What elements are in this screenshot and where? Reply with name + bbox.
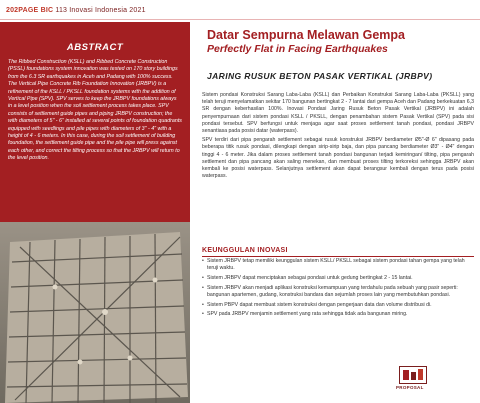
innovation-list bbox=[202, 258, 474, 321]
innovation-item: • Sistem JRBPV tetap memiliki keunggulan sistem KSLL/ PKSLL sebagai sistem pondasi tahan gempa yang telah teruji waktu. bbox=[202, 258, 474, 272]
body-paragraph-2: SPV terdiri dari pipa pengarah settlement sebagai rusuk konstruksi JRBPV berdiameter Ø5"-Ø 6" dipasang pada beberapa titik rusuk pondasi, dilengkapi dengan sirip-sirip baja, dan pipa pancang berdiameter Ø3" - Ø4" dengan tinggi 4 - 6 meter. Jika dalam proses settlement tanah pondasi bangunan terjadi kemiringan/ tilting, pipa pengarah settlement dan pipa pancang akan saling menekan, dan membuat proses tilting terkoreksi sehingga JRBPV akan kembali ke posisi waterpass. Selanjutnya settlement akan dapat berangsur kembali dengan terus pada posisi waterpass. bbox=[202, 137, 474, 180]
construction-photo bbox=[0, 222, 190, 403]
abstract-title: ABSTRACT bbox=[66, 42, 124, 53]
proposal-logo-icon bbox=[399, 366, 427, 384]
issue-label: 113 Inovasi Indonesia 2021 bbox=[55, 7, 146, 14]
innovation-item: • SPV pada JRBPV menjamin settlement yang rata sehingga tidak ada bangunan miring. bbox=[202, 311, 474, 318]
page-number: 202PAGE bbox=[6, 7, 39, 14]
header-meta bbox=[6, 7, 146, 14]
section-heading: JARING RUSUK BETON PASAK VERTIKAL (JRBPV) bbox=[207, 71, 433, 81]
foundation-grid-image bbox=[0, 222, 190, 403]
innovation-item: • Sistem JRBPV akan menjadi aplikasi konstruksi kemampuan yang terdahulu pada sebuah yang pasir seperti: bangunan apartemen, gudang, konstruksi bandara dan sejumlah proses lain yang membutuhkan pondasi. bbox=[202, 285, 474, 299]
page-header bbox=[0, 0, 480, 20]
innovation-heading: KEUNGGULAN INOVASI bbox=[202, 247, 288, 254]
body-paragraph-1: Sistem pondasi Konstruksi Sarang Laba-Laba (KSLL) dan Perbaikan Konstruksi Sarang Laba-Laba (PKSLL) yang telah teruji menyelamatkan sekitar 170 bangunan bertingkat 2 - 7 lantai dari gempa Aceh dan Padang berkekuatan 6,3 SR dengan keberhasilan 100%. Inovasi Pondasi Jaring Rusuk Beton Pasak Vertikal (JRBPV) ini adalah penyempurnaan dari sistem pondasi KSLL / PKSLL, dengan penambahan sistem Pasak Vertikal (SPV) pada sisi pondasi tersebut. SPV berfungsi untuk menjaga agar saat proses settlement tanah pondasi, pondasi JRBPV senantiasa pada posisi datar (waterpass). bbox=[202, 92, 474, 135]
header-divider bbox=[0, 19, 480, 20]
innovation-item: • Sistem JRBPV dapat menciptakan sebagai pondasi untuk gedung bertingkat 2 - 15 lantai. bbox=[202, 275, 474, 282]
journal-name: BIC bbox=[40, 7, 54, 14]
abstract-text: The Ribbed Construction (KSLL) and Ribbed Concrete Construction (PSSL) foundations system innovation was tested on 170 story buildings from the 6.3 SR earthquakes in Aceh and Padang with 100% success. The Vertical Pipe Concrete Rib Foundation Innovation (JRBPV) is a refinement of the KSLL / PKSLL foundation systems with the addition of Vertical Pipe (SPV). SPV serves to keep the JRBPV foundations always in a level position when the soil settlement process takes place. SPV consists of settlement guide pipes and piping JRBPV construction; the with diameters of 5" - 6" installed at several points of foundation quadrants equipped with seedlings and pile pipes with diameters of 3" - 4" with a height of 4 - 6 meters. In this case, during the soil settlement of building foundation, the settlement guide pipe and the pile pipe will press against each other, and correct the tilting process so that the JRBPV will return to the level position. bbox=[8, 59, 182, 162]
logo-graphic-icon bbox=[400, 367, 426, 383]
main-title: Datar Sempurna Melawan Gempa bbox=[207, 28, 405, 42]
logo-label: PROPOSAL bbox=[396, 385, 424, 390]
innovation-divider bbox=[202, 256, 474, 257]
main-subtitle: Perfectly Flat in Facing Earthquakes bbox=[207, 43, 388, 55]
body-text bbox=[202, 92, 474, 182]
innovation-item: • Sistem PBPV dapat membuat sistem konstruksi dengan pengerjaan data dan volume distribusi di. bbox=[202, 302, 474, 309]
